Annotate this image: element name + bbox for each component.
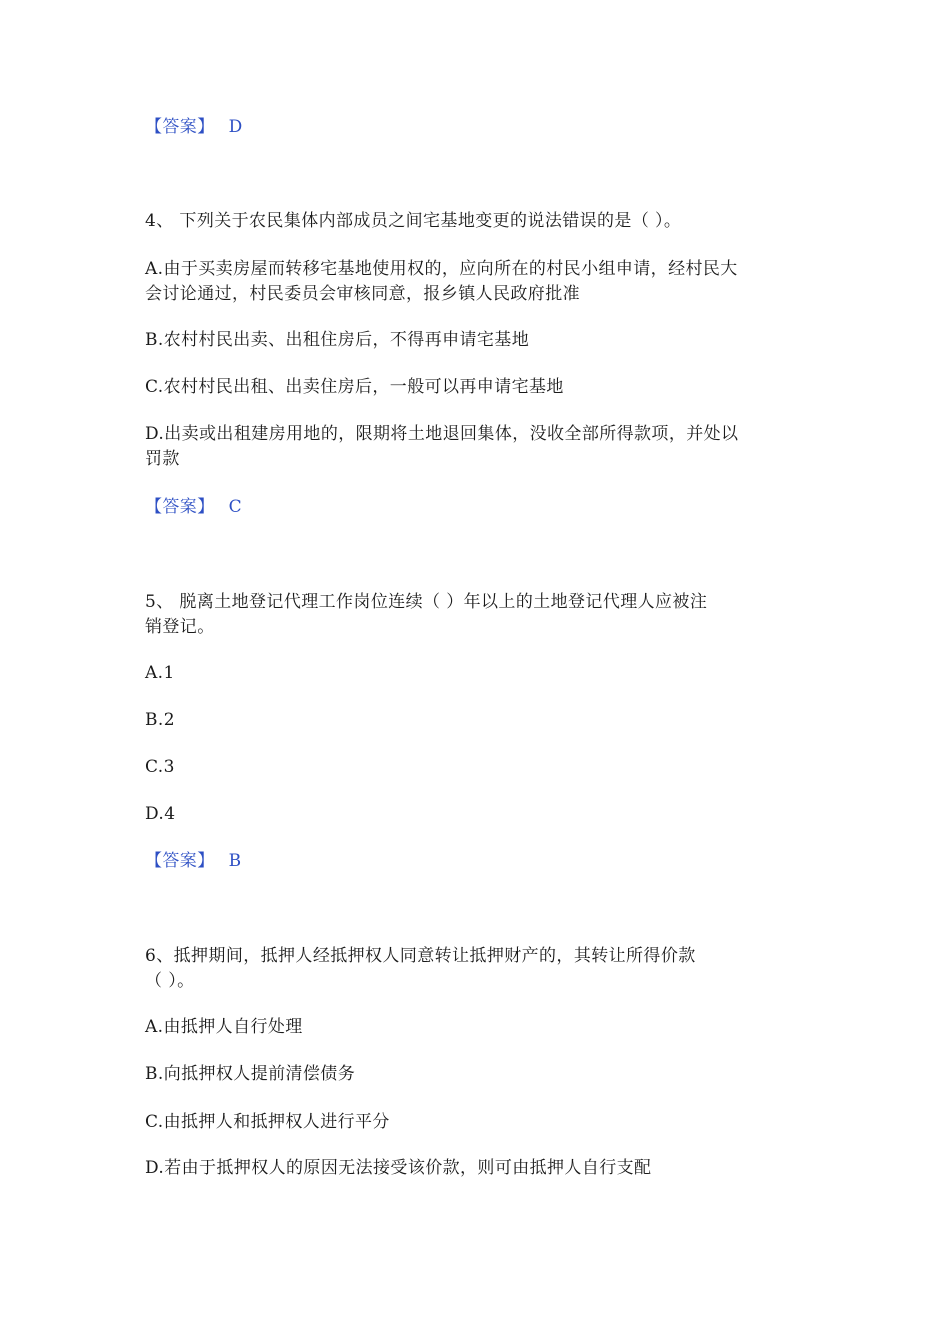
q6-stem-line1: 6、抵押期间，抵押人经抵押权人同意转让抵押财产的，其转让所得价款: [145, 946, 696, 966]
q4-option-a-line2: 会讨论通过，村民委员会审核同意，报乡镇人民政府批准: [145, 284, 580, 304]
answer-value: C: [228, 497, 243, 517]
q6-option-c: C.由抵押人和抵押权人进行平分: [145, 1112, 390, 1132]
q6-stem-line2: （ ）。: [145, 971, 195, 991]
answer-tag: 【答案】: [145, 851, 215, 871]
q4-option-a-line1: A.由于买卖房屋而转移宅基地使用权的，应向所在的村民小组申请，经村民大: [145, 259, 738, 279]
answer-value: B: [228, 851, 242, 871]
q4-option-c: C.农村村民出租、出卖住房后，一般可以再申请宅基地: [145, 377, 564, 397]
answer-tag: 【答案】: [145, 497, 215, 517]
q4-option-b: B.农村村民出卖、出租住房后，不得再申请宅基地: [145, 330, 530, 350]
q5-option-c: C.3: [145, 757, 175, 777]
q4-stem: 4、 下列关于农民集体内部成员之间宅基地变更的说法错误的是（ ）。: [145, 211, 682, 231]
q5-answer: [145, 848, 242, 874]
q6-option-a: A.由抵押人自行处理: [145, 1017, 303, 1037]
q4-option-d-line2: 罚款: [145, 449, 180, 469]
q3-answer: [145, 114, 243, 140]
q6-option-b: B.向抵押权人提前清偿债务: [145, 1064, 356, 1084]
q5-option-a: A.1: [145, 663, 175, 683]
q4-answer: [145, 494, 242, 520]
answer-tag: 【答案】: [145, 117, 215, 137]
q5-stem-line2: 销登记。: [145, 617, 215, 637]
q5-option-d: D.4: [145, 804, 176, 824]
answer-value: D: [228, 117, 243, 137]
q5-stem-line1: 5、 脱离土地登记代理工作岗位连续（ ）年以上的土地登记代理人应被注: [145, 592, 708, 612]
q5-option-b: B.2: [145, 710, 175, 730]
q6-option-d: D.若由于抵押权人的原因无法接受该价款，则可由抵押人自行支配: [145, 1158, 652, 1178]
q4-option-d-line1: D.出卖或出租建房用地的，限期将土地退回集体，没收全部所得款项，并处以: [145, 424, 739, 444]
